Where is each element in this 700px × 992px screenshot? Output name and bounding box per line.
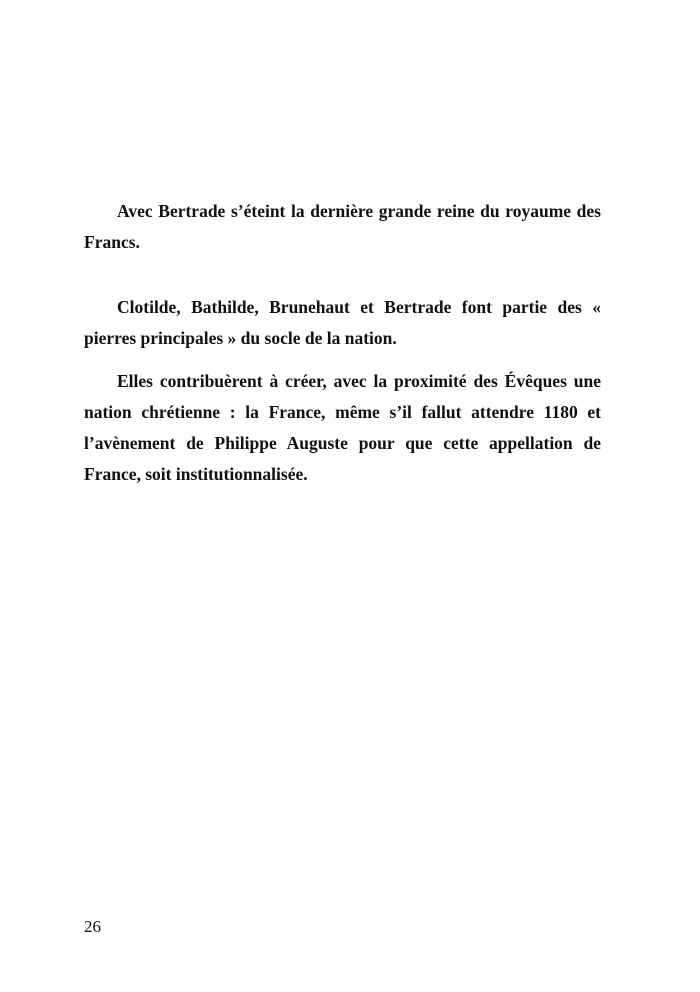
page-number: 26 bbox=[84, 917, 101, 936]
paragraph-queens: Clotilde, Bathilde, Brunehaut et Bertrade font partie des « pierres principales » du socle de la nation. bbox=[84, 297, 601, 348]
paragraph-christian-nation: Elles contribuèrent à créer, avec la proximité des Évêques une nation chrétienne : la France, même s’il fallut attendre 1180 et l’avènement de Philippe Auguste pour que cette appellation de France, soit institutionnalisée. bbox=[84, 371, 601, 484]
paragraph-bertrade: Avec Bertrade s’éteint la dernière grande reine du royaume des Francs. bbox=[84, 201, 601, 252]
